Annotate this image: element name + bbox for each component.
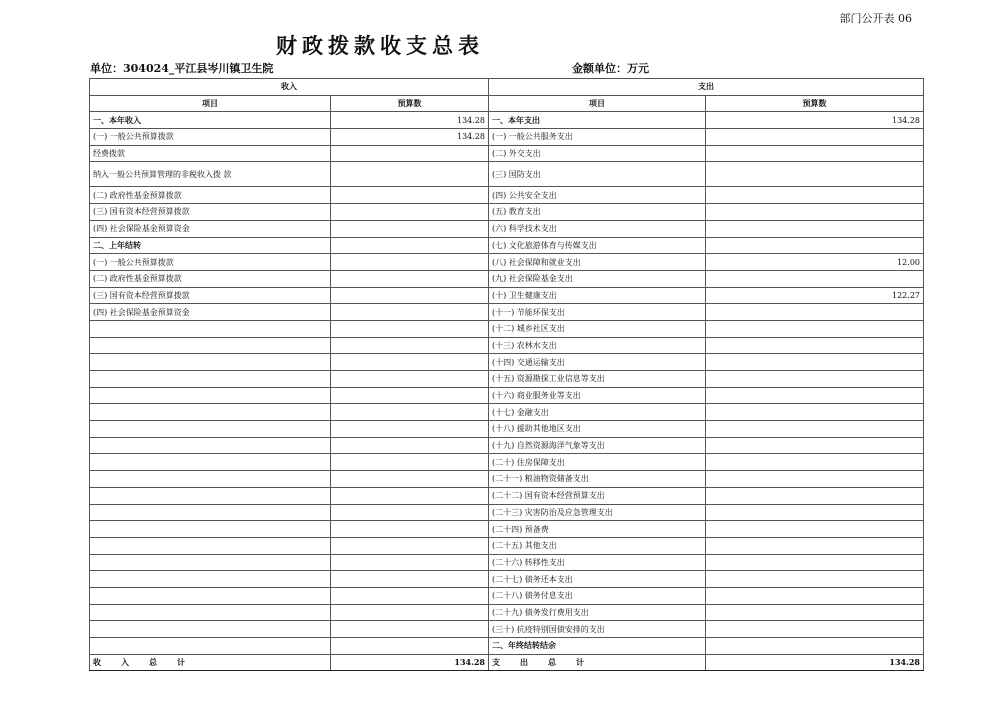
expense-budget-cell [706, 337, 924, 354]
income-total-label: 收入总计 [90, 654, 331, 671]
expense-budget-cell [706, 270, 924, 287]
income-budget-header: 预算数 [331, 95, 489, 112]
income-item-cell [90, 454, 331, 471]
expense-budget-cell [706, 162, 924, 187]
table-row [90, 371, 924, 388]
income-item-cell [90, 638, 331, 655]
page-code: 部门公开表 06 [839, 12, 912, 25]
income-item-cell: (二) 政府性基金预算拨款 [90, 270, 331, 287]
income-budget-cell [331, 537, 489, 554]
expense-budget-cell [706, 371, 924, 388]
expense-budget-cell [706, 354, 924, 371]
income-budget-cell [331, 387, 489, 404]
expense-budget-cell [706, 145, 924, 162]
income-budget-cell [331, 437, 489, 454]
expense-item-cell: (二十一) 粮油物资储备支出 [489, 471, 706, 488]
table-row [90, 270, 924, 287]
expense-item-cell: (二) 外交支出 [489, 145, 706, 162]
expense-budget-cell: 122.27 [706, 287, 924, 304]
expense-total-label: 支出总计 [489, 654, 706, 671]
expense-item-cell: (二十四) 预备费 [489, 521, 706, 538]
income-item-cell: (一) 一般公共预算拨款 [90, 129, 331, 146]
expense-budget-cell: 12.00 [706, 254, 924, 271]
expense-item-cell: (一) 一般公共服务支出 [489, 129, 706, 146]
table-row [90, 621, 924, 638]
expense-budget-header: 预算数 [706, 95, 924, 112]
table-row [90, 437, 924, 454]
income-budget-cell [331, 270, 489, 287]
table-row [90, 571, 924, 588]
table-row [90, 237, 924, 254]
income-budget-cell [331, 487, 489, 504]
unit-label: 单位：304024_平江县岑川镇卫生院 [90, 62, 274, 75]
income-budget-cell [331, 471, 489, 488]
expense-total-value: 134.28 [706, 654, 924, 671]
expense-budget-cell [706, 504, 924, 521]
income-item-cell [90, 554, 331, 571]
expense-item-cell: (三十) 抗疫特别国债安排的支出 [489, 621, 706, 638]
expense-item-cell: 一、本年支出 [489, 112, 706, 129]
table-row [90, 554, 924, 571]
table-row [90, 320, 924, 337]
income-budget-cell [331, 421, 489, 438]
expense-item-cell: (二十五) 其他支出 [489, 537, 706, 554]
income-item-cell [90, 337, 331, 354]
income-budget-cell [331, 287, 489, 304]
expense-budget-cell [706, 387, 924, 404]
expense-budget-cell [706, 604, 924, 621]
income-budget-cell [331, 320, 489, 337]
expense-item-cell: (十二) 城乡社区支出 [489, 320, 706, 337]
expense-budget-cell [706, 638, 924, 655]
table-row [90, 254, 924, 271]
expense-item-cell: (四) 公共安全支出 [489, 187, 706, 204]
income-item-header: 项目 [90, 95, 331, 112]
income-budget-cell [331, 204, 489, 221]
expense-item-cell: (八) 社会保障和就业支出 [489, 254, 706, 271]
table-row [90, 587, 924, 604]
income-budget-cell [331, 587, 489, 604]
expense-item-cell: (二十六) 转移性支出 [489, 554, 706, 571]
expense-header: 支出 [489, 79, 924, 96]
expense-item-cell: (十八) 援助其他地区支出 [489, 421, 706, 438]
income-budget-cell [331, 187, 489, 204]
income-budget-cell [331, 504, 489, 521]
total-row [90, 654, 924, 671]
income-budget-cell [331, 162, 489, 187]
expense-item-cell: (九) 社会保险基金支出 [489, 270, 706, 287]
income-budget-cell [331, 237, 489, 254]
expense-budget-cell [706, 487, 924, 504]
expense-item-cell: (二十二) 国有资本经营预算支出 [489, 487, 706, 504]
income-item-cell: (四) 社会保险基金预算资金 [90, 304, 331, 321]
income-budget-cell [331, 638, 489, 655]
table-row [90, 287, 924, 304]
expense-item-cell: (十四) 交通运输支出 [489, 354, 706, 371]
expense-item-cell: (七) 文化旅游体育与传媒支出 [489, 237, 706, 254]
table-row [90, 421, 924, 438]
table-row [90, 521, 924, 538]
income-item-cell [90, 320, 331, 337]
expense-item-cell: (二十九) 债务发行费用支出 [489, 604, 706, 621]
income-item-cell: (三) 国有资本经营预算拨款 [90, 287, 331, 304]
expense-budget-cell [706, 320, 924, 337]
income-budget-cell [331, 220, 489, 237]
expense-item-header: 项目 [489, 95, 706, 112]
income-item-cell [90, 404, 331, 421]
income-budget-cell [331, 254, 489, 271]
expense-item-cell: (十六) 商业服务业等支出 [489, 387, 706, 404]
table-row [90, 112, 924, 129]
expense-item-cell: (二十七) 债务还本支出 [489, 571, 706, 588]
expense-budget-cell [706, 129, 924, 146]
column-header-row [90, 95, 924, 112]
page-title: 财政拨款收支总表 [276, 33, 484, 58]
section-header-row [90, 79, 924, 96]
income-header: 收入 [90, 79, 489, 96]
fiscal-budget-table [89, 78, 924, 671]
table-row [90, 354, 924, 371]
income-item-cell [90, 437, 331, 454]
income-item-cell [90, 487, 331, 504]
table-row [90, 454, 924, 471]
table-row [90, 337, 924, 354]
table-row [90, 387, 924, 404]
expense-item-cell: (三) 国防支出 [489, 162, 706, 187]
expense-item-cell: 二、年终结转结余 [489, 638, 706, 655]
income-item-cell [90, 421, 331, 438]
expense-budget-cell [706, 404, 924, 421]
expense-budget-cell [706, 521, 924, 538]
expense-item-cell: (二十) 住房保障支出 [489, 454, 706, 471]
income-budget-cell [331, 571, 489, 588]
expense-item-cell: (十五) 资源勘探工业信息等支出 [489, 371, 706, 388]
table-row [90, 487, 924, 504]
income-item-cell [90, 537, 331, 554]
income-item-cell [90, 621, 331, 638]
income-item-cell: 一、本年收入 [90, 112, 331, 129]
table-row [90, 537, 924, 554]
table-row [90, 304, 924, 321]
income-budget-cell [331, 404, 489, 421]
expense-item-cell: (十一) 节能环保支出 [489, 304, 706, 321]
income-budget-cell [331, 521, 489, 538]
expense-item-cell: (十九) 自然资源海洋气象等支出 [489, 437, 706, 454]
income-item-cell [90, 604, 331, 621]
income-item-cell [90, 504, 331, 521]
income-budget-cell: 134.28 [331, 129, 489, 146]
expense-budget-cell [706, 537, 924, 554]
expense-item-cell: (十七) 金融支出 [489, 404, 706, 421]
expense-budget-cell [706, 554, 924, 571]
income-item-cell: 纳入一般公共预算管理的非税收入拨 款 [90, 162, 331, 187]
income-item-cell [90, 371, 331, 388]
expense-budget-cell [706, 237, 924, 254]
income-budget-cell [331, 621, 489, 638]
income-item-cell [90, 354, 331, 371]
expense-budget-cell [706, 571, 924, 588]
income-item-cell [90, 571, 331, 588]
expense-item-cell: (二十八) 债务付息支出 [489, 587, 706, 604]
expense-item-cell: (二十三) 灾害防治及应急管理支出 [489, 504, 706, 521]
income-item-cell: 经费拨款 [90, 145, 331, 162]
expense-budget-cell [706, 204, 924, 221]
income-item-cell: (四) 社会保险基金预算资金 [90, 220, 331, 237]
income-item-cell [90, 387, 331, 404]
table-row [90, 129, 924, 146]
income-budget-cell [331, 554, 489, 571]
expense-budget-cell [706, 587, 924, 604]
income-budget-cell: 134.28 [331, 112, 489, 129]
income-item-cell: (三) 国有资本经营预算拨款 [90, 204, 331, 221]
income-budget-cell [331, 454, 489, 471]
table-row [90, 404, 924, 421]
income-item-cell [90, 521, 331, 538]
income-item-cell: (一) 一般公共预算拨款 [90, 254, 331, 271]
table-row [90, 187, 924, 204]
expense-budget-cell [706, 437, 924, 454]
table-row [90, 204, 924, 221]
expense-item-cell: (五) 教育支出 [489, 204, 706, 221]
expense-budget-cell [706, 471, 924, 488]
income-budget-cell [331, 145, 489, 162]
income-budget-cell [331, 604, 489, 621]
table-row [90, 604, 924, 621]
expense-budget-cell [706, 421, 924, 438]
table-row [90, 504, 924, 521]
income-budget-cell [331, 371, 489, 388]
amount-unit-label: 金额单位：万元 [572, 62, 649, 75]
table-row [90, 220, 924, 237]
expense-budget-cell [706, 454, 924, 471]
income-item-cell: (二) 政府性基金预算拨款 [90, 187, 331, 204]
table-row [90, 471, 924, 488]
expense-item-cell: (十三) 农林水支出 [489, 337, 706, 354]
table-row [90, 162, 924, 187]
income-item-cell: 二、上年结转 [90, 237, 331, 254]
table-row [90, 638, 924, 655]
expense-item-cell: (十) 卫生健康支出 [489, 287, 706, 304]
income-budget-cell [331, 304, 489, 321]
expense-budget-cell: 134.28 [706, 112, 924, 129]
income-item-cell [90, 587, 331, 604]
expense-budget-cell [706, 220, 924, 237]
expense-item-cell: (六) 科学技术支出 [489, 220, 706, 237]
expense-budget-cell [706, 304, 924, 321]
expense-budget-cell [706, 621, 924, 638]
income-item-cell [90, 471, 331, 488]
expense-budget-cell [706, 187, 924, 204]
income-budget-cell [331, 354, 489, 371]
income-total-value: 134.28 [331, 654, 489, 671]
income-budget-cell [331, 337, 489, 354]
table-row [90, 145, 924, 162]
